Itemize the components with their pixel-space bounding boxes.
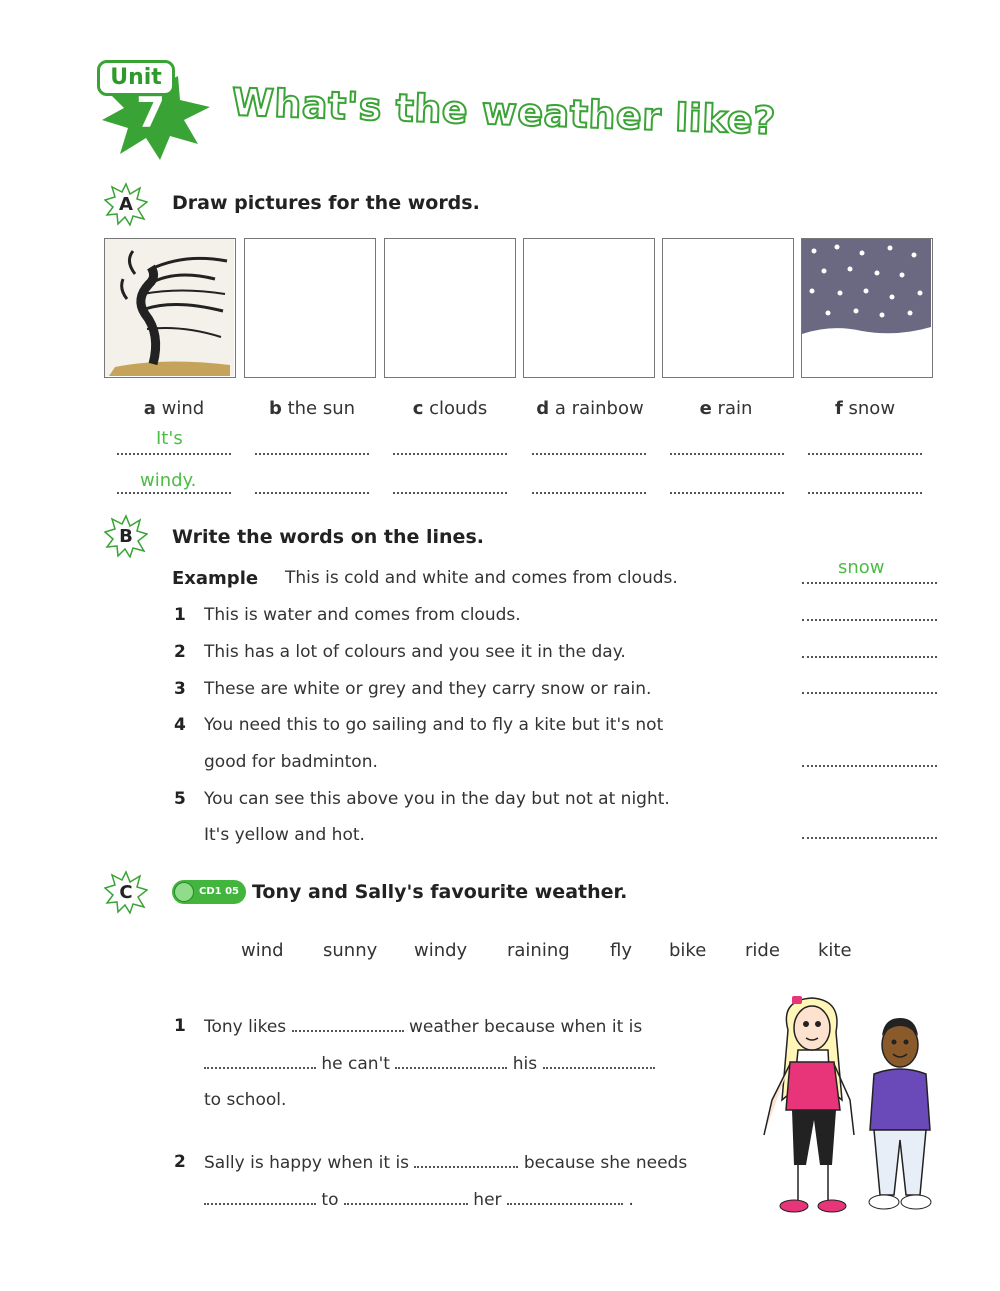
example-text: This is cold and white and comes from clouds. (285, 568, 678, 588)
question-2-number: 2 (174, 642, 186, 662)
answer-a-line1: It's (156, 428, 183, 449)
unit-label: Unit (97, 60, 175, 96)
c-question-1-number: 1 (174, 1016, 186, 1036)
c-question-1-line1: Tony likes weather because when it is (204, 1017, 643, 1037)
section-a-instruction: Draw pictures for the words. (172, 192, 480, 214)
blank-2b[interactable] (204, 1189, 316, 1205)
answer-line-f1[interactable] (808, 451, 922, 455)
c-question-2-number: 2 (174, 1152, 186, 1172)
answer-line-q1[interactable] (802, 617, 937, 621)
section-c-letter: C (119, 882, 133, 903)
answer-line-d2[interactable] (532, 490, 646, 494)
c-question-1-line3: to school. (204, 1090, 287, 1110)
question-1-number: 1 (174, 605, 186, 625)
answer-line-b2[interactable] (255, 490, 369, 494)
picture-box-sun[interactable] (244, 238, 376, 378)
answer-line-q4[interactable] (802, 763, 937, 767)
cd-icon (174, 882, 194, 902)
word-bank-item: fly (610, 940, 632, 961)
word-bank-item: windy (414, 940, 468, 961)
answer-line-e1[interactable] (670, 451, 784, 455)
blank-1b[interactable] (204, 1053, 316, 1069)
picture-box-wind (104, 238, 236, 378)
question-4-text-line2: good for badminton. (204, 752, 378, 772)
section-c-instruction: Tony and Sally's favourite weather. (252, 881, 628, 903)
answer-line-e2[interactable] (670, 490, 784, 494)
section-a-letter: A (119, 194, 133, 215)
c-question-2-line1: Sally is happy when it is because she needs (204, 1153, 688, 1173)
answer-line-b1[interactable] (255, 451, 369, 455)
picture-box-rain[interactable] (662, 238, 794, 378)
page-title: What's the weather like? (231, 80, 777, 143)
question-4-number: 4 (174, 715, 186, 735)
answer-line-a1[interactable] (117, 451, 231, 455)
windy-tree-picture (105, 239, 234, 376)
question-3-text: These are white or grey and they carry snow or rain. (204, 679, 652, 699)
picture-box-snow (801, 238, 933, 378)
question-1-text: This is water and comes from clouds. (204, 605, 521, 625)
sally-figure (764, 996, 854, 1212)
blank-1a[interactable] (292, 1016, 404, 1032)
blank-2a[interactable] (414, 1152, 518, 1168)
question-5-text-line1: You can see this above you in the day but not at night. (204, 789, 670, 809)
blank-2d[interactable] (507, 1189, 623, 1205)
answer-line-q5[interactable] (802, 835, 937, 839)
word-bank-item: bike (669, 940, 707, 961)
blank-1d[interactable] (543, 1053, 655, 1069)
label-b: b the sun (268, 398, 356, 419)
word-bank-item: wind (241, 940, 284, 961)
answer-line-a2[interactable] (117, 490, 231, 494)
answer-line-c2[interactable] (393, 490, 507, 494)
question-2-text: This has a lot of colours and you see it in the day. (204, 642, 626, 662)
answer-line-q2[interactable] (802, 654, 937, 658)
blank-1c[interactable] (395, 1053, 507, 1069)
answer-line-q3[interactable] (802, 690, 937, 694)
example-label: Example (172, 568, 259, 589)
answer-line-f2[interactable] (808, 490, 922, 494)
example-answer-line (802, 580, 937, 584)
section-b-instruction: Write the words on the lines. (172, 526, 484, 548)
word-bank-item: ride (745, 940, 780, 961)
question-5-text-line2: It's yellow and hot. (204, 825, 365, 845)
label-c: c clouds (412, 398, 488, 419)
c-question-1-line2: he can't his (204, 1053, 655, 1074)
word-bank-item: raining (507, 940, 570, 961)
question-4-text-line1: You need this to go sailing and to fly a kite but it's not (204, 715, 664, 735)
word-bank-item: kite (818, 940, 852, 961)
label-f: f snow (834, 398, 896, 419)
question-5-number: 5 (174, 789, 186, 809)
answer-line-d1[interactable] (532, 451, 646, 455)
tony-figure (869, 1018, 931, 1209)
example-answer: snow (838, 557, 885, 578)
c-question-2-line2: to her . (204, 1189, 634, 1210)
snow-picture (802, 239, 931, 376)
label-e: e rain (699, 398, 753, 419)
section-b-letter: B (119, 526, 133, 547)
question-3-number: 3 (174, 679, 186, 699)
picture-box-rainbow[interactable] (523, 238, 655, 378)
word-bank-item: sunny (323, 940, 378, 961)
unit-number: 7 (136, 88, 166, 137)
answer-line-c1[interactable] (393, 451, 507, 455)
label-a: a wind (143, 398, 205, 419)
sally-and-tony-illustration (750, 990, 940, 1225)
picture-box-clouds[interactable] (384, 238, 516, 378)
blank-2c[interactable] (344, 1189, 468, 1205)
answer-a-line2: windy. (140, 470, 197, 491)
label-d: d a rainbow (536, 398, 644, 419)
cd-track-label: CD1 05 (199, 886, 239, 897)
